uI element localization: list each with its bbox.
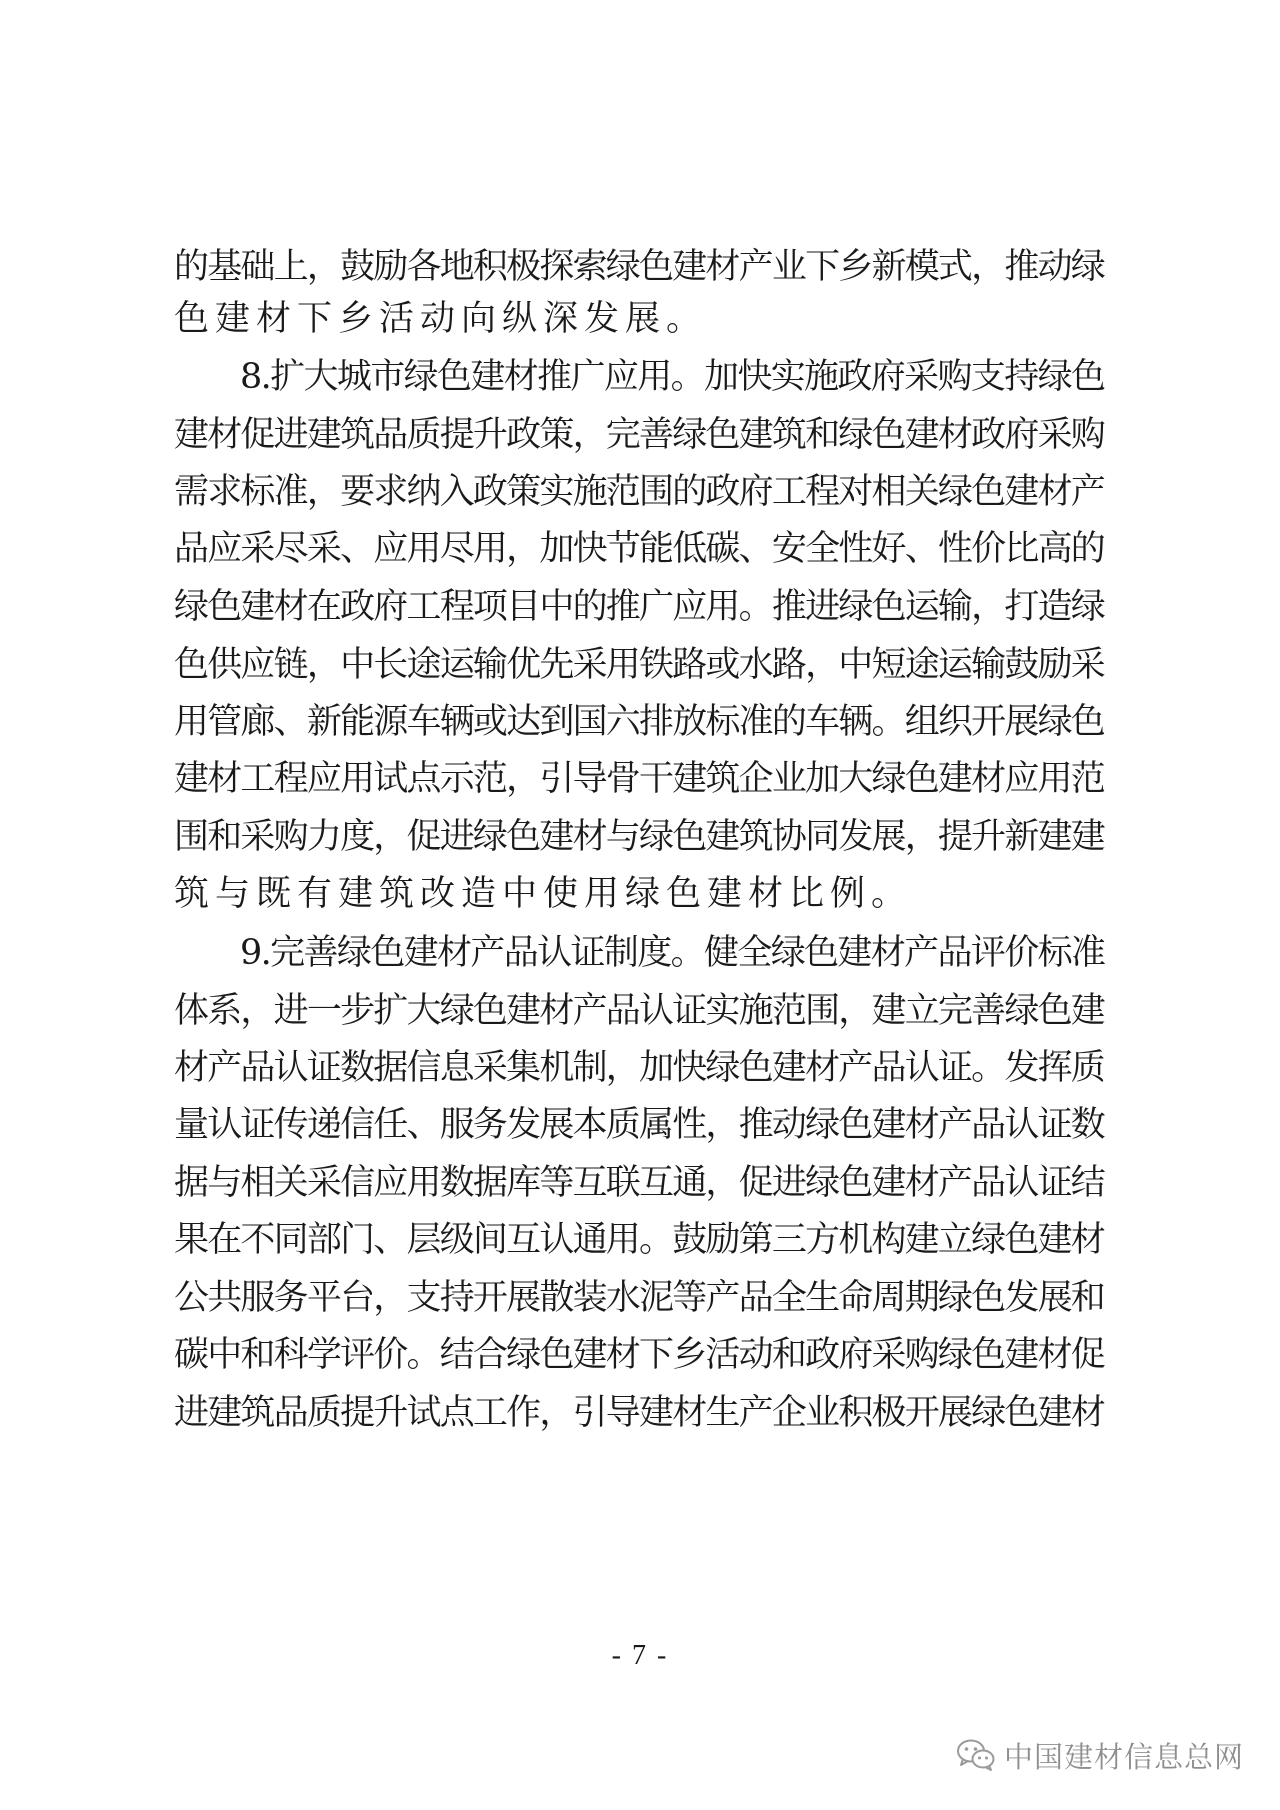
text-line: 碳中和科学评价。结合绿色建材下乡活动和政府采购绿色建材促 [174,1335,1105,1375]
text-line: 围和采购力度，促进绿色建材与绿色建筑协同发展，提升新建建 [174,817,1105,857]
text-line: 据与相关采信应用数据库等互联互通，促进绿色建材产品认证结 [174,1163,1105,1203]
text-line: 公共服务平台，支持开展散装水泥等产品全生命周期绿色发展和 [174,1278,1105,1318]
text-line: 的基础上，鼓励各地积极探索绿色建材产业下乡新模式，推动绿 [174,247,1105,287]
section-heading-line: 8.扩大城市绿色建材推广应用。加快实施政府采购支持绿色 [240,357,1105,397]
text-line: 色供应链，中长途运输优先采用铁路或水路，中短途运输鼓励采 [174,645,1105,685]
text-line: 体系，进一步扩大绿色建材产品认证实施范围，建立完善绿色建 [174,991,1105,1031]
text-line: 果在不同部门、层级间互认通用。鼓励第三方机构建立绿色建材 [174,1220,1105,1260]
text-line: 绿色建材在政府工程项目中的推广应用。推进绿色运输，打造绿 [174,587,1105,627]
wechat-icon [956,1738,996,1772]
text-line: 筑与既有建筑改造中使用绿色建材比例。 [174,874,913,914]
page-number: - 7 - [611,1640,669,1671]
text-line: 量认证传递信任、服务发展本质属性，推动绿色建材产品认证数 [174,1105,1105,1145]
text-line: 需求标准，要求纳入政策实施范围的政府工程对相关绿色建材产 [174,472,1105,512]
text-line: 色建材下乡活动向纵深发展。 [174,299,708,339]
watermark-text: 中国建材信息总网 [1003,1741,1244,1774]
text-line: 材产品认证数据信息采集机制，加快绿色建材产品认证。发挥质 [174,1048,1105,1088]
text-line: 用管廊、新能源车辆或达到国六排放标准的车辆。组织开展绿色 [174,702,1105,742]
text-line: 建材促进建筑品质提升政策，完善绿色建筑和绿色建材政府采购 [174,415,1105,455]
section-heading-line: 9.完善绿色建材产品认证制度。健全绿色建材产品评价标准 [240,933,1105,973]
watermark [956,1735,1244,1775]
text-line: 建材工程应用试点示范，引导骨干建筑企业加大绿色建材应用范 [174,759,1105,799]
text-line: 进建筑品质提升试点工作，引导建材生产企业积极开展绿色建材 [174,1393,1105,1433]
text-line: 品应采尽采、应用尽用，加快节能低碳、安全性好、性价比高的 [174,529,1105,569]
